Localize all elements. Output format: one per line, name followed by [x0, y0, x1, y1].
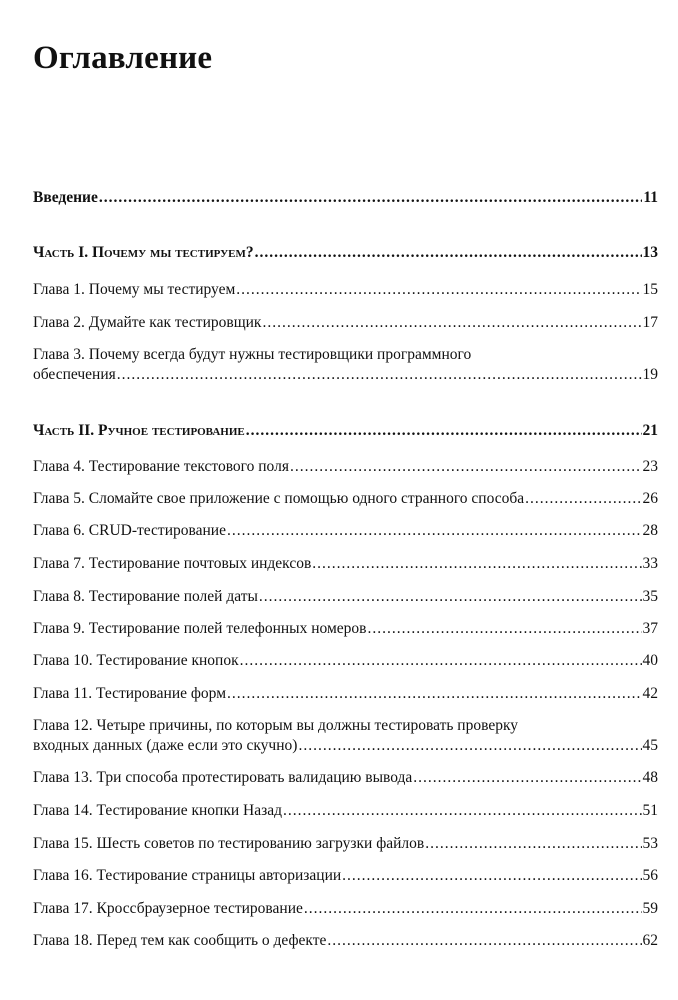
toc-entry-page: 11 — [643, 189, 658, 206]
toc-entry-page: 48 — [642, 769, 658, 786]
toc-entry-title: Введение — [33, 189, 98, 206]
toc-entry-page: 35 — [642, 588, 658, 605]
dot-leader — [525, 489, 641, 509]
toc-entry-title-line1: Глава 12. Четыре причины, по которым вы должны тестировать проверку — [33, 717, 519, 734]
dot-leader — [99, 188, 642, 208]
toc-entry-chapter-9 — [33, 619, 658, 639]
toc-entry-chapter-13 — [33, 768, 658, 788]
toc-entry-title: Глава 5. Сломайте свое приложение с помощью одного странного способа — [33, 490, 525, 507]
toc-entry-title: входных данных (даже если это скучно) — [33, 737, 298, 754]
toc-entry-title: Глава 14. Тестирование кнопки Назад — [33, 802, 282, 819]
dot-leader — [117, 365, 642, 385]
toc-entry-page: 23 — [642, 458, 658, 475]
toc-entry-title-line1: Глава 3. Почему всегда будут нужны тестировщики программного — [33, 346, 472, 363]
dot-leader — [227, 521, 642, 541]
toc-entry-chapter-2 — [33, 313, 658, 333]
dot-leader — [283, 801, 642, 821]
toc-entry-chapter-12 — [33, 716, 658, 756]
toc-entry-introduction — [33, 188, 658, 208]
toc-entry-page: 13 — [642, 244, 658, 261]
toc-entry-page: 62 — [642, 932, 658, 949]
toc-entry-page: 37 — [642, 620, 658, 637]
toc-entry-title: Глава 10. Тестирование кнопок — [33, 652, 239, 669]
toc-entry-chapter-17 — [33, 899, 658, 919]
dot-leader — [342, 866, 641, 886]
toc-entry-chapter-8 — [33, 587, 658, 607]
toc-entry-title: Глава 1. Почему мы тестируем — [33, 281, 236, 298]
toc-entry-title: обеспечения — [33, 366, 116, 383]
toc-entry-chapter-16 — [33, 866, 658, 886]
toc-entry-title: Глава 4. Тестирование текстового поля — [33, 458, 289, 475]
toc-entry-title: Часть I. Почему мы тестируем? — [33, 244, 254, 261]
toc-entry-title: Глава 16. Тестирование страницы авторизации — [33, 867, 342, 884]
toc-entry-chapter-6 — [33, 521, 658, 541]
toc-entry-title: Глава 11. Тестирование форм — [33, 685, 227, 702]
dot-leader — [413, 768, 641, 788]
toc-entry-part-2 — [33, 421, 658, 441]
toc-entry-page: 53 — [642, 835, 658, 852]
toc-entry-page: 42 — [642, 685, 658, 702]
page-title: Оглавление — [33, 40, 213, 76]
toc-entry-title: Глава 6. CRUD-тестирование — [33, 522, 226, 539]
toc-entry-title: Глава 9. Тестирование полей телефонных номеров — [33, 620, 367, 637]
dot-leader — [255, 243, 642, 263]
toc-entry-title: Глава 13. Три способа протестировать валидацию вывода — [33, 769, 413, 786]
toc-entry-chapter-10 — [33, 651, 658, 671]
toc-entry-chapter-7 — [33, 554, 658, 574]
toc-entry-title: Часть II. Ручное тестирование — [33, 422, 245, 439]
dot-leader — [327, 931, 641, 951]
toc-entry-page: 45 — [642, 737, 658, 754]
toc-entry-page: 59 — [642, 900, 658, 917]
toc-entry-title: Глава 7. Тестирование почтовых индексов — [33, 555, 312, 572]
toc-entry-chapter-1 — [33, 280, 658, 300]
dot-leader — [227, 684, 641, 704]
toc-entry-chapter-5 — [33, 489, 658, 509]
dot-leader — [236, 280, 641, 300]
toc-entry-page: 33 — [642, 555, 658, 572]
toc-entry-part-1 — [33, 243, 658, 263]
toc-entry-page: 15 — [642, 281, 658, 298]
toc-entry-title: Глава 8. Тестирование полей даты — [33, 588, 258, 605]
toc-entry-chapter-3 — [33, 345, 658, 385]
toc-entry-chapter-11 — [33, 684, 658, 704]
toc-entry-page: 21 — [642, 422, 658, 439]
dot-leader — [246, 421, 642, 441]
toc-entry-chapter-18 — [33, 931, 658, 951]
dot-leader — [425, 834, 641, 854]
toc-entry-page: 56 — [642, 867, 658, 884]
toc-entry-chapter-14 — [33, 801, 658, 821]
toc-entry-chapter-15 — [33, 834, 658, 854]
dot-leader — [240, 651, 642, 671]
toc-entry-page: 17 — [642, 314, 658, 331]
toc-entry-chapter-4 — [33, 457, 658, 477]
toc-entry-page: 19 — [642, 366, 658, 383]
toc-entry-title: Глава 2. Думайте как тестировщик — [33, 314, 262, 331]
dot-leader — [312, 554, 641, 574]
dot-leader — [259, 587, 642, 607]
dot-leader — [262, 313, 641, 333]
dot-leader — [290, 457, 642, 477]
toc-entry-page: 51 — [642, 802, 658, 819]
toc-entry-title: Глава 17. Кроссбраузерное тестирование — [33, 900, 303, 917]
dot-leader — [367, 619, 641, 639]
dot-leader — [298, 736, 641, 756]
toc-entry-title: Глава 15. Шесть советов по тестированию загрузки файлов — [33, 835, 425, 852]
toc-entry-title: Глава 18. Перед тем как сообщить о дефекте — [33, 932, 327, 949]
toc-entry-page: 40 — [642, 652, 658, 669]
dot-leader — [304, 899, 642, 919]
toc-entry-page: 26 — [642, 490, 658, 507]
toc-entry-page: 28 — [642, 522, 658, 539]
